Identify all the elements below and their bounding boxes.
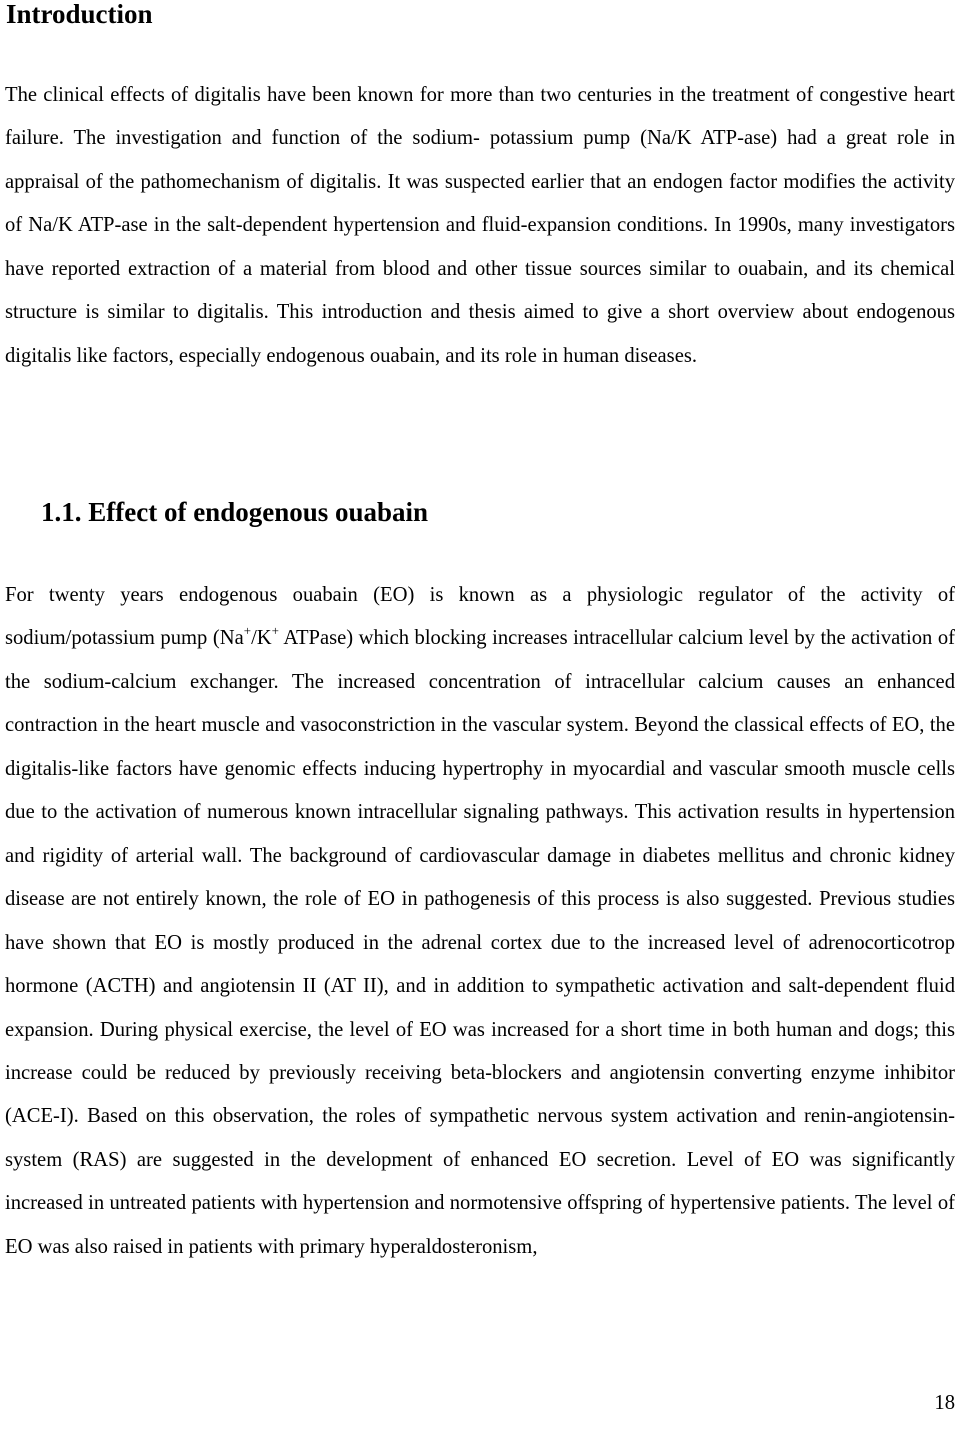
effect-paragraph — [5, 574, 955, 1269]
potassium-charge-superscript: + — [271, 623, 279, 639]
effect-text-part-2: /K — [251, 627, 272, 650]
sodium-charge-superscript: + — [243, 623, 252, 639]
intro-paragraph: The clinical effects of digitalis have been known for more than two centuries in the treatment of congestive heart failure. The investigation and function of the sodium- potassium pump (Na/K ATP-ase) had a great role in appraisal of the pathomechanism of digitalis. It was suspected earlier that an endogen factor modifies the activity of Na/K ATP-ase in the salt-dependent hypertension and fluid-expansion conditions. In 1990s, many investigators have reported extraction of a material from blood and other tissue sources similar to ouabain, and its chemical structure is similar to digitalis. This introduction and thesis aimed to give a short overview about endogenous digitalis like factors, especially endogenous ouabain, and its role in human diseases. — [5, 84, 955, 367]
section-heading: Introduction — [6, 0, 153, 29]
effect-text-part-1: For twenty years endogenous ouabain (EO) is known as a physiologic regulator of the activity of sodium/potassium pump (Na — [5, 584, 955, 650]
effect-text-part-3: ATPase) which blocking increases intracellular calcium level by the activation of the sodium-calcium exchanger. The increased concentration of intracellular calcium causes an enhanced contraction in the heart muscle and vasoconstriction in the vascular system. Beyond the classical effects of EO, the digitalis-like factors have genomic effects inducing hypertrophy in myocardial and vascular smooth muscle cells due to the activation of numerous known intracellular signaling pathways. This activation results in hypertension and rigidity of arterial wall. The background of cardiovascular damage in diabetes mellitus and chronic kidney disease are not entirely known, the role of EO in pathogenesis of this process is also suggested. Previous studies have shown that EO is mostly produced in the adrenal cortex due to the increased level of adrenocorticotrop hormone (ACTH) and angiotensin II (AT II), and in addition to sympathetic activation and salt-dependent fluid expansion. During physical exercise, the level of EO was increased for a short time in both human and dogs; this increase could be reduced by previously receiving beta-blockers and angiotensin converting enzyme inhibitor (ACE-I). Based on this observation, the roles of sympathetic nervous system activation and renin-angiotensin-system (RAS) are suggested in the development of enhanced EO secretion. Level of EO was significantly increased in untreated patients with hypertension and normotensive offspring of hypertensive patients. The level of EO was also raised in patients with primary hyperaldosteronism, — [5, 627, 956, 1258]
page-number: 18 — [934, 1392, 955, 1414]
subsection-heading: 1.1. Effect of endogenous ouabain — [41, 497, 429, 527]
